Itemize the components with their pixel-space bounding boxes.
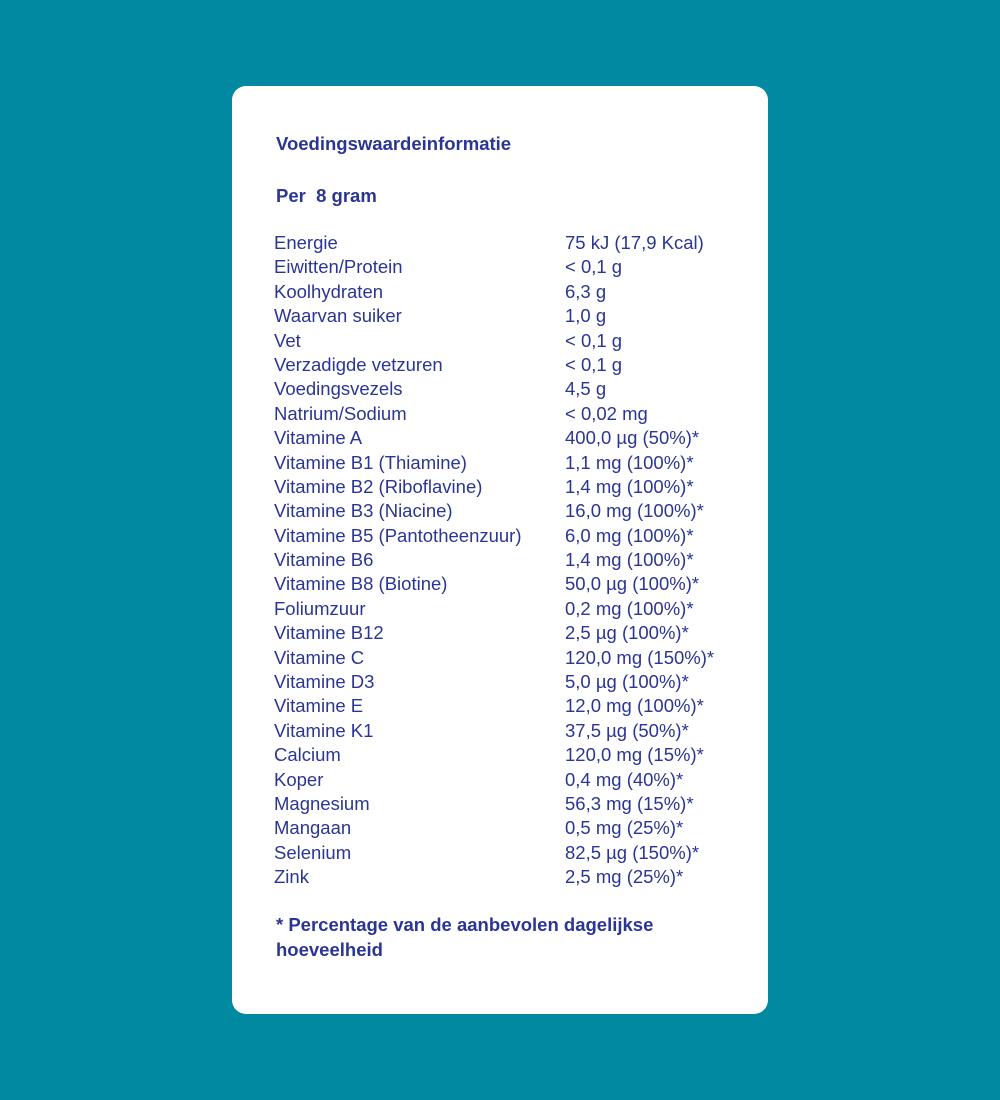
serving-size: Per 8 gram: [276, 185, 377, 206]
nutrient-name: Waarvan suiker: [274, 305, 402, 327]
nutrient-name: Foliumzuur: [274, 597, 366, 619]
nutrient-name: Energie: [274, 232, 338, 253]
nutrition-row: [274, 548, 744, 572]
nutrient-name: Vitamine C: [274, 646, 365, 668]
nutrition-card: [232, 86, 768, 1014]
nutrient-value: 0,4 mg (40%)*: [565, 768, 684, 790]
nutrition-row: [274, 597, 744, 621]
nutrient-value: 0,2 mg (100%)*: [565, 597, 694, 619]
nutrient-value: 6,3 g: [565, 280, 607, 302]
nutrition-row: [274, 646, 744, 670]
nutrient-name: Vet: [274, 329, 301, 351]
nutrient-name: Eiwitten/Protein: [274, 256, 403, 278]
nutrition-row: [274, 451, 744, 475]
nutrition-row: [274, 280, 744, 304]
nutrition-row: [274, 719, 744, 743]
nutrient-value: < 0,1 g: [565, 329, 623, 351]
nutrient-value: 16,0 mg (100%)*: [565, 500, 704, 522]
nutrient-value: 1,0 g: [565, 305, 607, 327]
nutrient-value: 12,0 mg (100%)*: [565, 695, 704, 717]
nutrition-row: [274, 768, 744, 792]
nutrient-value: 120,0 mg (15%)*: [565, 744, 704, 766]
nutrient-value: 37,5 µg (50%)*: [565, 719, 689, 741]
nutrient-value: 50,0 µg (100%)*: [565, 573, 700, 595]
nutrient-name: Vitamine B2 (Riboflavine): [274, 475, 483, 497]
nutrient-name: Natrium/Sodium: [274, 402, 407, 424]
nutrition-row: [274, 670, 744, 694]
nutrient-name: Vitamine B5 (Pantotheenzuur): [274, 524, 522, 546]
nutrient-name: Vitamine B8 (Biotine): [274, 573, 448, 595]
nutrient-value: 4,5 g: [565, 378, 607, 400]
nutrient-value: 82,5 µg (150%)*: [565, 841, 700, 863]
nutrient-value: 120,0 mg (150%)*: [565, 646, 715, 668]
nutrient-name: Zink: [274, 866, 309, 888]
nutrient-value: 1,4 mg (100%)*: [565, 475, 694, 497]
nutrient-name: Calcium: [274, 744, 341, 766]
nutrition-row: [274, 572, 744, 596]
nutrition-title: Voedingswaardeinformatie: [276, 133, 512, 154]
nutrient-name: Vitamine K1: [274, 719, 374, 741]
nutrient-value: < 0,1 g: [565, 256, 623, 278]
nutrient-name: Koper: [274, 768, 324, 790]
nutrition-row: [274, 353, 744, 377]
nutrition-row: [274, 499, 744, 523]
nutrient-name: Vitamine B12: [274, 622, 384, 644]
nutrition-row: [274, 841, 744, 865]
nutrient-name: Vitamine B3 (Niacine): [274, 500, 453, 522]
nutrient-name: Verzadigde vetzuren: [274, 353, 443, 375]
nutrition-row: [274, 865, 744, 889]
nutrient-name: Magnesium: [274, 792, 370, 814]
nutrient-name: Mangaan: [274, 817, 352, 839]
nutrient-value: 5,0 µg (100%)*: [565, 671, 689, 693]
nutrition-row: [274, 792, 744, 816]
nutrient-name: Vitamine B6: [274, 549, 374, 571]
nutrition-row: [274, 426, 744, 450]
nutrition-row: [274, 402, 744, 426]
nutrition-row: [274, 621, 744, 645]
nutrition-row: [274, 816, 744, 840]
nutrient-name: Vitamine D3: [274, 671, 375, 693]
nutrition-row: [274, 743, 744, 767]
nutrient-value: 56,3 mg (15%)*: [565, 792, 694, 814]
nutrient-value: 1,1 mg (100%)*: [565, 451, 694, 473]
nutrient-value: 2,5 mg (25%)*: [565, 866, 684, 888]
nutrient-value: 400,0 µg (50%)*: [565, 427, 700, 449]
footnote: * Percentage van de aanbevolen dagelijkse hoeveelheid: [276, 914, 654, 960]
nutrient-value: < 0,1 g: [565, 353, 623, 375]
nutrition-row: [274, 475, 744, 499]
nutrient-value: < 0,02 mg: [565, 402, 648, 424]
nutrient-value: 6,0 mg (100%)*: [565, 524, 694, 546]
nutrition-row: [274, 694, 744, 718]
nutrition-row: [274, 329, 744, 353]
nutrition-table: [274, 231, 744, 890]
nutrition-row: [274, 231, 744, 255]
nutrient-value: 75 kJ (17,9 Kcal): [565, 232, 704, 253]
nutrient-name: Vitamine E: [274, 695, 364, 717]
nutrition-row: [274, 524, 744, 548]
nutrient-value: 1,4 mg (100%)*: [565, 549, 694, 571]
nutrient-name: Voedingsvezels: [274, 378, 403, 400]
nutrient-name: Vitamine B1 (Thiamine): [274, 451, 467, 473]
nutrient-name: Koolhydraten: [274, 280, 384, 302]
nutrition-row: [274, 377, 744, 401]
nutrient-value: 0,5 mg (25%)*: [565, 817, 684, 839]
nutrient-name: Vitamine A: [274, 427, 363, 449]
nutrient-name: Selenium: [274, 841, 352, 863]
nutrition-row: [274, 304, 744, 328]
nutrition-row: [274, 255, 744, 279]
nutrient-value: 2,5 µg (100%)*: [565, 622, 689, 644]
